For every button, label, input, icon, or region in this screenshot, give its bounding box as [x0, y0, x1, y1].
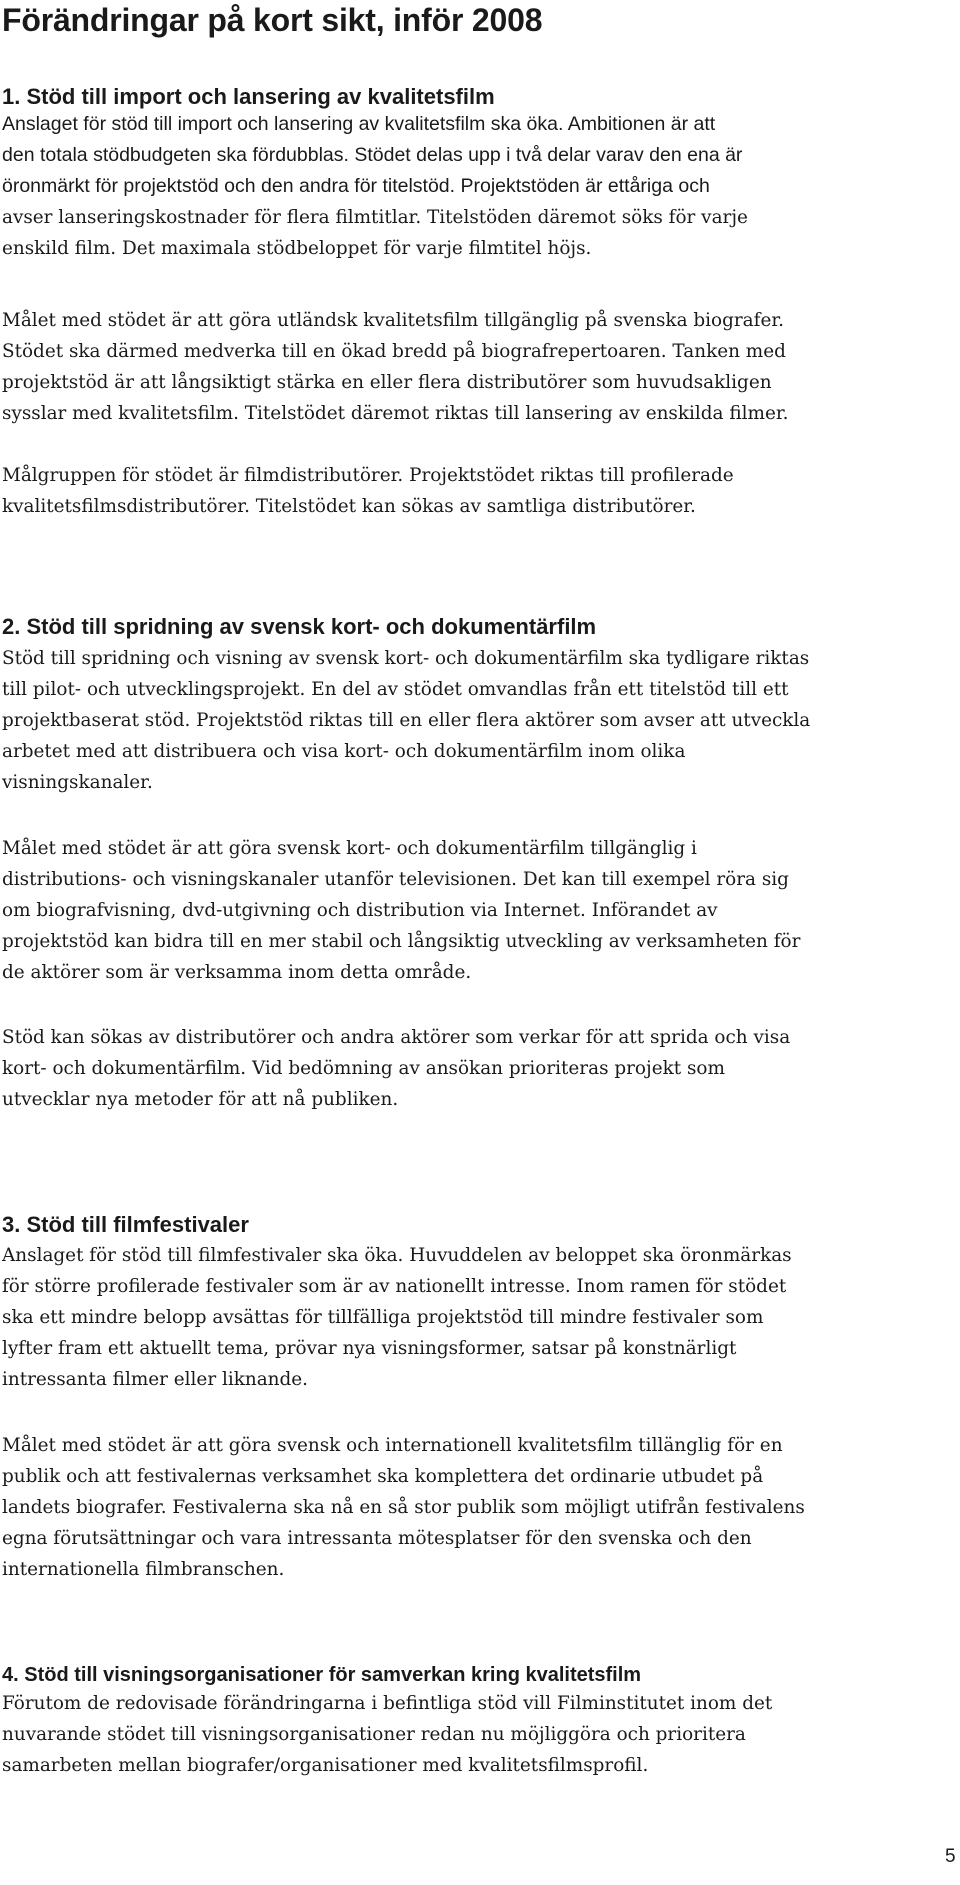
section-3-paragraph-1: [2, 1240, 942, 1395]
section-3-paragraph-2: [2, 1430, 942, 1585]
text-line: projektstöd är att långsiktigt stärka en eller flera distributörer som huvudsakligen: [2, 372, 772, 393]
text-line: kort- och dokumentärfilm. Vid bedömning av ansökan prioriteras projekt som: [2, 1058, 725, 1079]
text-line: egna förutsättningar och vara intressanta mötesplatser för den svenska och den: [2, 1528, 752, 1549]
text-line: Anslaget för stöd till import och lansering av kvalitetsfilm ska öka. Ambitionen är att: [2, 113, 716, 135]
section-2-paragraph-3: [2, 1022, 942, 1115]
text-line: publik och att festivalernas verksamhet ska komplettera det ordinarie utbudet på: [2, 1466, 764, 1487]
text-line: ska ett mindre belopp avsättas för tillfälliga projektstöd till mindre festivaler som: [2, 1307, 764, 1328]
section-2-paragraph-1: [2, 643, 942, 798]
section-3-heading: 3. Stöd till filmfestivaler: [2, 1212, 249, 1237]
text-line: lyfter fram ett aktuellt tema, prövar nya visningsformer, satsar på konstnärligt: [2, 1338, 737, 1359]
text-line: utvecklar nya metoder för att nå publiken.: [2, 1089, 399, 1110]
text-line: den totala stödbudgeten ska fördubblas. Stödet delas upp i två delar varav den ena är: [2, 144, 743, 166]
text-line: nuvarande stödet till visningsorganisationer redan nu möjliggöra och prioritera: [2, 1724, 746, 1745]
text-line: Målet med stödet är att göra svensk kort- och dokumentärfilm tillgänglig i: [2, 838, 697, 859]
text-line: de aktörer som är verksamma inom detta område.: [2, 962, 472, 983]
section-4-paragraph-1: [2, 1688, 942, 1781]
text-line: arbetet med att distribuera och visa kort- och dokumentärfilm inom olika: [2, 741, 686, 762]
text-line: projektstöd kan bidra till en mer stabil och långsiktig utveckling av verksamheten för: [2, 931, 801, 952]
page-number: 5: [945, 1846, 956, 1867]
text-line: öronmärkt för projektstöd och den andra för titelstöd. Projektstöden är ettåriga och: [2, 175, 710, 197]
text-line: Förutom de redovisade förändringarna i befintliga stöd vill Filminstitutet inom det: [2, 1693, 773, 1714]
section-1-paragraph-3: [2, 460, 942, 522]
text-line: enskild film. Det maximala stödbeloppet för varje filmtitel höjs.: [2, 238, 592, 259]
text-line: Anslaget för stöd till filmfestivaler ska öka. Huvuddelen av beloppet ska öronmärkas: [2, 1245, 792, 1266]
section-4-heading: 4. Stöd till visningsorganisationer för samverkan kring kvalitetsfilm: [2, 1664, 642, 1686]
text-line: avser lanseringskostnader för flera filmtitlar. Titelstöden däremot söks för varje: [2, 207, 748, 228]
text-line: om biografvisning, dvd-utgivning och distribution via Internet. Införandet av: [2, 900, 718, 921]
text-line: sysslar med kvalitetsfilm. Titelstödet däremot riktas till lansering av enskilda filmer.: [2, 403, 789, 424]
text-line: kvalitetsfilmsdistributörer. Titelstödet kan sökas av samtliga distributörer.: [2, 496, 696, 517]
text-line: internationella filmbranschen.: [2, 1559, 285, 1580]
text-line: visningskanaler.: [2, 772, 153, 793]
section-1-paragraph-1: [2, 109, 942, 202]
text-line: Målgruppen för stödet är filmdistributörer. Projektstödet riktas till profilerade: [2, 465, 734, 486]
text-line: för större profilerade festivaler som är av nationellt intresse. Inom ramen för stödet: [2, 1276, 787, 1297]
text-line: projektbaserat stöd. Projektstöd riktas till en eller flera aktörer som avser att utveckla: [2, 710, 811, 731]
text-line: samarbeten mellan biografer/organisationer med kvalitetsfilmsprofil.: [2, 1755, 649, 1776]
text-line: Stödet ska därmed medverka till en ökad bredd på biografrepertoaren. Tanken med: [2, 341, 786, 362]
section-2-heading: 2. Stöd till spridning av svensk kort- och dokumentärfilm: [2, 614, 597, 639]
text-line: landets biografer. Festivalerna ska nå en så stor publik som möjligt utifrån festivalens: [2, 1497, 805, 1518]
text-line: Målet med stödet är att göra svensk och internationell kvalitetsfilm tillänglig för en: [2, 1435, 783, 1456]
page-title: Förändringar på kort sikt, inför 2008: [2, 2, 543, 38]
section-1-paragraph-1-cont: [2, 202, 942, 264]
section-1-heading: 1. Stöd till import och lansering av kvalitetsfilm: [2, 84, 495, 109]
text-line: distributions- och visningskanaler utanför televisionen. Det kan till exempel röra sig: [2, 869, 789, 890]
text-line: Stöd kan sökas av distributörer och andra aktörer som verkar för att sprida och visa: [2, 1027, 791, 1048]
text-line: Målet med stödet är att göra utländsk kvalitetsfilm tillgänglig på svenska biografer.: [2, 310, 784, 331]
section-1-paragraph-2: [2, 305, 942, 429]
text-line: intressanta filmer eller liknande.: [2, 1369, 309, 1390]
text-line: Stöd till spridning och visning av svensk kort- och dokumentärfilm ska tydligare riktas: [2, 648, 810, 669]
text-line: till pilot- och utvecklingsprojekt. En del av stödet omvandlas från ett titelstöd till ett: [2, 679, 789, 700]
section-2-paragraph-2: [2, 833, 942, 988]
